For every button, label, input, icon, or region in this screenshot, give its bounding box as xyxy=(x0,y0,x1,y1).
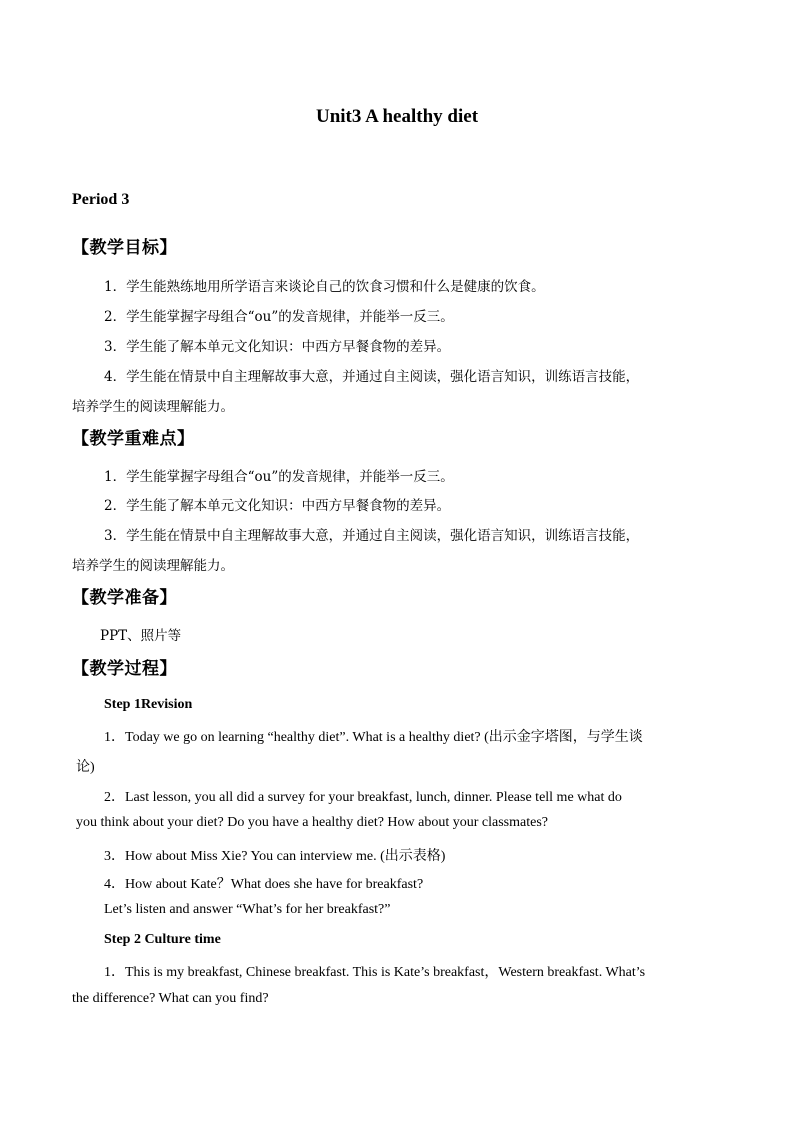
step1-line: 3．How about Miss Xie? You can interview me. (出示表格) xyxy=(104,849,446,864)
objective-item: 2．学生能掌握字母组合“ou”的发音规律，并能举一反三。 xyxy=(104,309,454,325)
step1-title: Step 1Revision xyxy=(104,697,193,712)
step1-line-continued: you think about your diet? Do you have a healthy diet? How about your classmates? xyxy=(76,815,548,830)
step1-line: 2．Last lesson, you all did a survey for your breakfast, lunch, dinner. Please tell me what do xyxy=(104,790,622,805)
period-label: Period 3 xyxy=(72,191,130,208)
step2-line: 1．This is my breakfast, Chinese breakfast. This is Kate’s breakfast，Western breakfast. What’s xyxy=(104,965,646,980)
section-heading-preparation: 【教学准备】 xyxy=(72,588,177,608)
key-point-item-continued: 培养学生的阅读理解能力。 xyxy=(72,558,234,574)
step1-line: 4．How about Kate？What does she have for breakfast? xyxy=(104,877,424,892)
step1-line-continued: 论) xyxy=(76,760,95,775)
step2-line-continued: the difference? What can you find? xyxy=(72,991,269,1006)
key-point-item: 1．学生能掌握字母组合“ou”的发音规律，并能举一反三。 xyxy=(104,469,454,485)
section-heading-process: 【教学过程】 xyxy=(72,659,177,679)
key-point-item: 3．学生能在情景中自主理解故事大意，并通过自主阅读，强化语言知识，训练语言技能， xyxy=(104,528,640,544)
objective-item-continued: 培养学生的阅读理解能力。 xyxy=(72,399,234,415)
objective-item: 4．学生能在情景中自主理解故事大意，并通过自主阅读，强化语言知识，训练语言技能， xyxy=(104,369,640,385)
step1-line: 1．Today we go on learning “healthy diet”. What is a healthy diet? (出示金字塔图，与学生谈 xyxy=(104,730,643,745)
objective-item: 3．学生能了解本单元文化知识：中西方早餐食物的差异。 xyxy=(104,339,451,355)
preparation-item: PPT、照片等 xyxy=(100,628,182,644)
step2-title: Step 2 Culture time xyxy=(104,932,221,947)
section-heading-key-points: 【教学重难点】 xyxy=(72,429,195,449)
step1-line: Let’s listen and answer “What’s for her breakfast?” xyxy=(104,902,391,917)
section-heading-objectives: 【教学目标】 xyxy=(72,238,177,258)
key-point-item: 2．学生能了解本单元文化知识：中西方早餐食物的差异。 xyxy=(104,498,451,514)
objective-item: 1．学生能熟练地用所学语言来谈论自己的饮食习惯和什么是健康的饮食。 xyxy=(104,279,545,295)
document-title: Unit3 A healthy diet xyxy=(315,106,479,127)
